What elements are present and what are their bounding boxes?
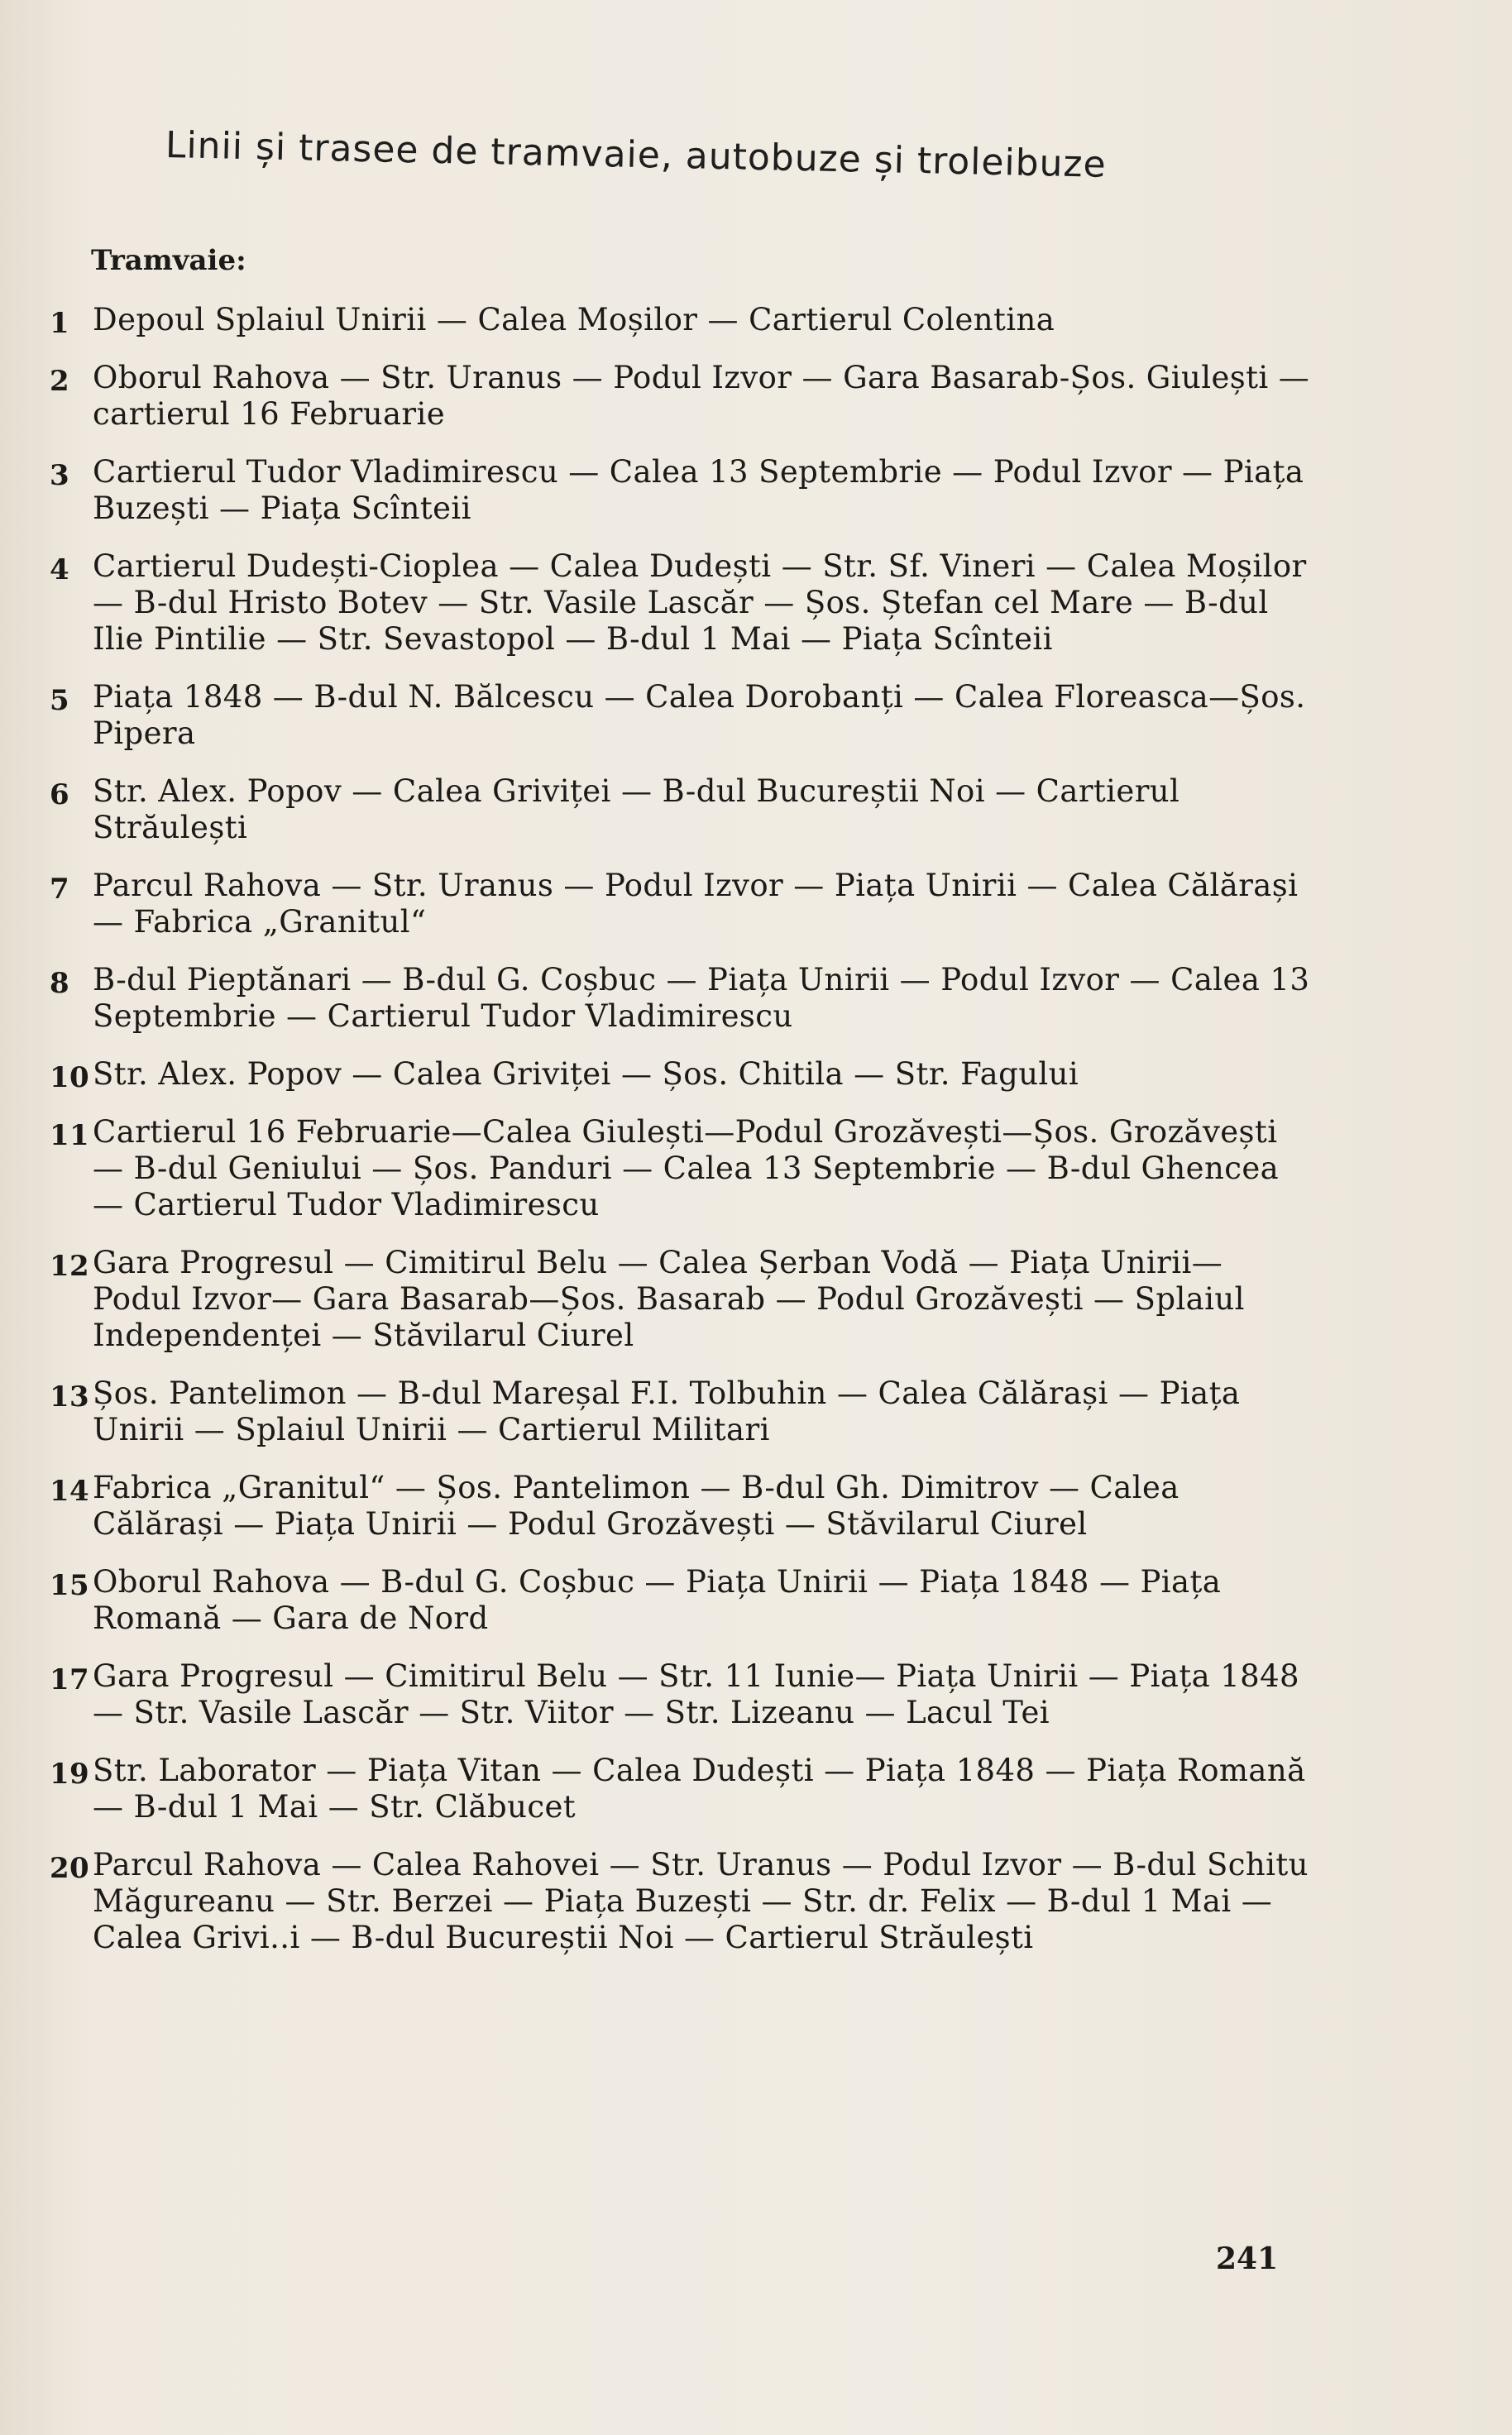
route-number: 6 [50,778,70,811]
route-description: Oborul Rahova — B-dul G. Coșbuc — Piața Unirii — Piața 1848 — Piața Romană — Gara de Nord [93,1564,1222,1636]
route-description: Cartierul Tudor Vladimirescu — Calea 13 Septembrie — Podul Izvor — Piața Buzești — Piața Scînteii [93,454,1304,526]
route-entry [50,302,1315,338]
route-number: 14 [50,1475,90,1508]
route-description: Gara Progresul — Cimitirul Belu — Str. 11 Iunie— Piața Unirii — Piața 1848 — Str. Vasile Lascăr — Str. Viitor — Str. Lizeanu — Lacul Tei [93,1658,1299,1730]
route-description: Str. Laborator — Piața Vitan — Calea Dudești — Piața 1848 — Piața Romană — B-dul 1 Mai — Str. Clăbucet [93,1753,1306,1825]
route-entry [50,1658,1315,1731]
route-number: 20 [50,1852,90,1885]
route-entry [50,1564,1315,1637]
route-number: 13 [50,1380,90,1414]
route-description: Fabrica „Granitul“ — Șos. Pantelimon — B-dul Gh. Dimitrov — Calea Călărași — Piața Unirii — Podul Grozăvești — Stăvilarul Ciurel [93,1470,1179,1542]
route-entry [50,1056,1315,1093]
route-number: 5 [50,684,70,717]
route-description: Șos. Pantelimon — B-dul Mareșal F.I. Tolbuhin — Calea Călărași — Piața Unirii — Splaiul Unirii — Cartierul Militari [93,1375,1241,1447]
route-description: Parcul Rahova — Str. Uranus — Podul Izvor — Piața Unirii — Calea Călărași — Fabrica „Granitul“ [93,868,1299,940]
route-number: 4 [50,553,70,586]
route-number: 7 [50,873,70,906]
route-list [50,302,1315,1978]
route-description: Depoul Splaiul Unirii — Calea Moșilor — Cartierul Colentina [93,302,1055,337]
route-entry [50,1753,1315,1825]
route-description: Gara Progresul — Cimitirul Belu — Calea Șerban Vodă — Piața Unirii— Podul Izvor— Gara Basarab—Șos. Basarab — Podul Grozăvești — Splaiul Independenței — Stăvilarul Ciurel [93,1245,1245,1353]
route-entry [50,360,1315,433]
route-number: 3 [50,459,70,492]
route-description: B-dul Pieptănari — B-dul G. Coșbuc — Piața Unirii — Podul Izvor — Calea 13 Septembrie — Cartierul Tudor Vladimirescu [93,962,1310,1034]
route-number: 8 [50,967,70,1000]
route-number: 2 [50,365,70,398]
route-number: 17 [50,1663,90,1696]
route-description: Parcul Rahova — Calea Rahovei — Str. Uranus — Podul Izvor — B-dul Schitu Măgureanu — Str. Berzei — Piața Buzești — Str. dr. Felix — B-dul 1 Mai — Calea Grivi..i — B-dul Bucureștii Noi — Cartierul Străulești [93,1847,1309,1955]
route-description: Str. Alex. Popov — Calea Griviței — B-dul Bucureștii Noi — Cartierul Străulești [93,773,1180,845]
route-description: Cartierul Dudești-Cioplea — Calea Dudești — Str. Sf. Vineri — Calea Moșilor — B-dul Hristo Botev — Str. Vasile Lascăr — Șos. Ștefan cel Mare — B-dul Ilie Pintilie — Str. Sevastopol — B-dul 1 Mai — Piața Scînteii [93,548,1307,657]
route-number: 1 [50,307,70,340]
route-entry [50,454,1315,527]
route-description: Cartierul 16 Februarie—Calea Giulești—Podul Grozăvești—Șos. Grozăvești — B-dul Geniului — Șos. Panduri — Calea 13 Septembrie — B-dul Ghencea — Cartierul Tudor Vladimirescu [93,1114,1280,1222]
route-number: 19 [50,1758,90,1791]
route-entry [50,773,1315,846]
route-entry [50,868,1315,940]
route-description: Oborul Rahova — Str. Uranus — Podul Izvor — Gara Basarab-Șos. Giulești — cartierul 16 Februarie [93,360,1310,432]
route-number: 15 [50,1569,90,1602]
route-entry [50,679,1315,752]
route-number: 12 [50,1250,90,1283]
route-entry [50,1114,1315,1223]
route-entry [50,1245,1315,1354]
route-description: Piața 1848 — B-dul N. Bălcescu — Calea Dorobanți — Calea Floreasca—Șos. Pipera [93,679,1306,751]
page-number: 241 [1216,2241,1279,2276]
route-number: 10 [50,1061,90,1094]
page-title: Linii și trasee de tramvaie, autobuze și troleibuze [165,124,1108,186]
route-entry [50,548,1315,658]
route-entry [50,1470,1315,1543]
route-description: Str. Alex. Popov — Calea Griviței — Șos. Chitila — Str. Fagului [93,1056,1079,1092]
section-heading: Tramvaie: [91,244,246,277]
route-entry [50,1375,1315,1448]
route-entry [50,1847,1315,1956]
route-entry [50,962,1315,1035]
route-number: 11 [50,1119,90,1152]
